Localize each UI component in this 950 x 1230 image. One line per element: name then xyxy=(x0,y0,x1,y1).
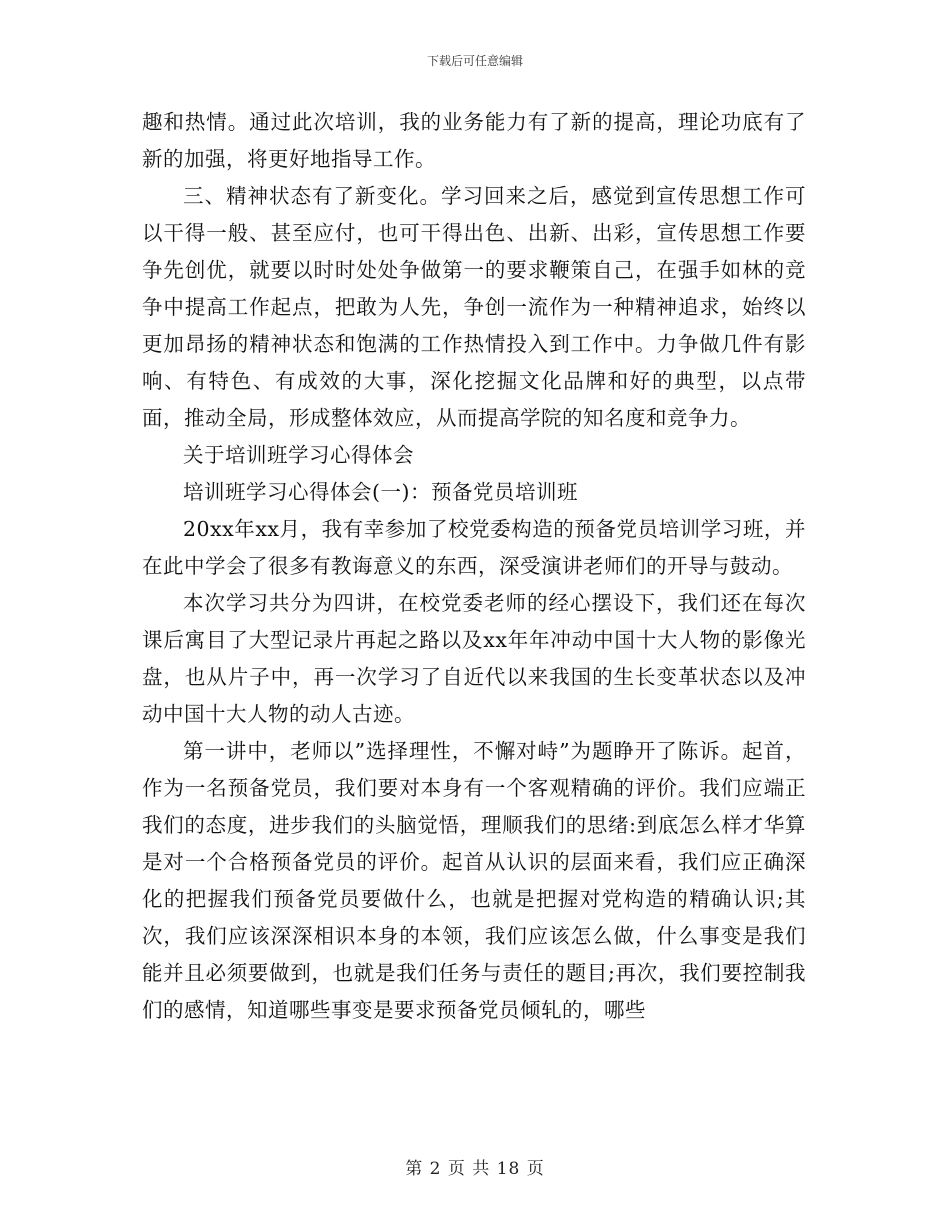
paragraph-2: 三、精神状态有了新变化。学习回来之后，感觉到宣传思想工作可以干得一般、甚至应付，也可干得出色、出新、出彩，宣传思想工作要争先创优，就要以时时处处争做第一的要求鞭策自己，在强手如林的竞争中提高工作起点，把敢为人先，争创一流作为一种精神追求，始终以更加昂扬的精神状态和饱满的工作热情投入到工作中。力争做几件有影响、有特色、有成效的大事，深化挖掘文化品牌和好的典型，以点带面，推动全局，形成整体效应，从而提高学院的知名度和竞争力。 xyxy=(142,184,806,430)
paragraph-5: 第一讲中，老师以”选择理性，不懈对峙”为题睁开了陈诉。起首，作为一名预备党员，我们要对本身有一个客观精确的评价。我们应端正我们的态度，进步我们的头脑觉悟，理顺我们的思绪:到底怎么样才华算是对一个合格预备党员的评价。起首从认识的层面来看，我们应正确深化的把握我们预备党员要做什么，也就是把握对党构造的精确认识;其次，我们应该深深相识本身的本领，我们应该怎么做，什么事变是我们能并且必须要做到，也就是我们任务与责任的题目;再次，我们要控制我们的感情，知道哪些事变是要求预备党员倾轧的，哪些 xyxy=(142,739,806,1022)
subsection-heading: 培训班学习心得体会(一)：预备党员培训班 xyxy=(183,480,578,504)
document-body xyxy=(142,104,806,1029)
page-header-note: 下载后可任意编辑 xyxy=(426,54,523,68)
paragraph-1: 趣和热情。通过此次培训，我的业务能力有了新的提高，理论功底有了新的加强，将更好地指导工作。 xyxy=(142,110,806,171)
paragraph-3: 20xx年xx月，我有幸参加了校党委构造的预备党员培训学习班，并在此中学会了很多有教诲意义的东西，深受演讲老师们的开导与鼓动。 xyxy=(142,517,806,578)
section-heading: 关于培训班学习心得体会 xyxy=(183,443,414,467)
paragraph-4: 本次学习共分为四讲，在校党委老师的经心摆设下，我们还在每次课后寓目了大型记录片再起之路以及xx年年冲动中国十大人物的影像光盘，也从片子中，再一次学习了自近代以来我国的生长变革状态以及冲动中国十大人物的动人古迹。 xyxy=(142,591,806,726)
page-footer-number: 第 2 页 共 18 页 xyxy=(405,1159,545,1179)
